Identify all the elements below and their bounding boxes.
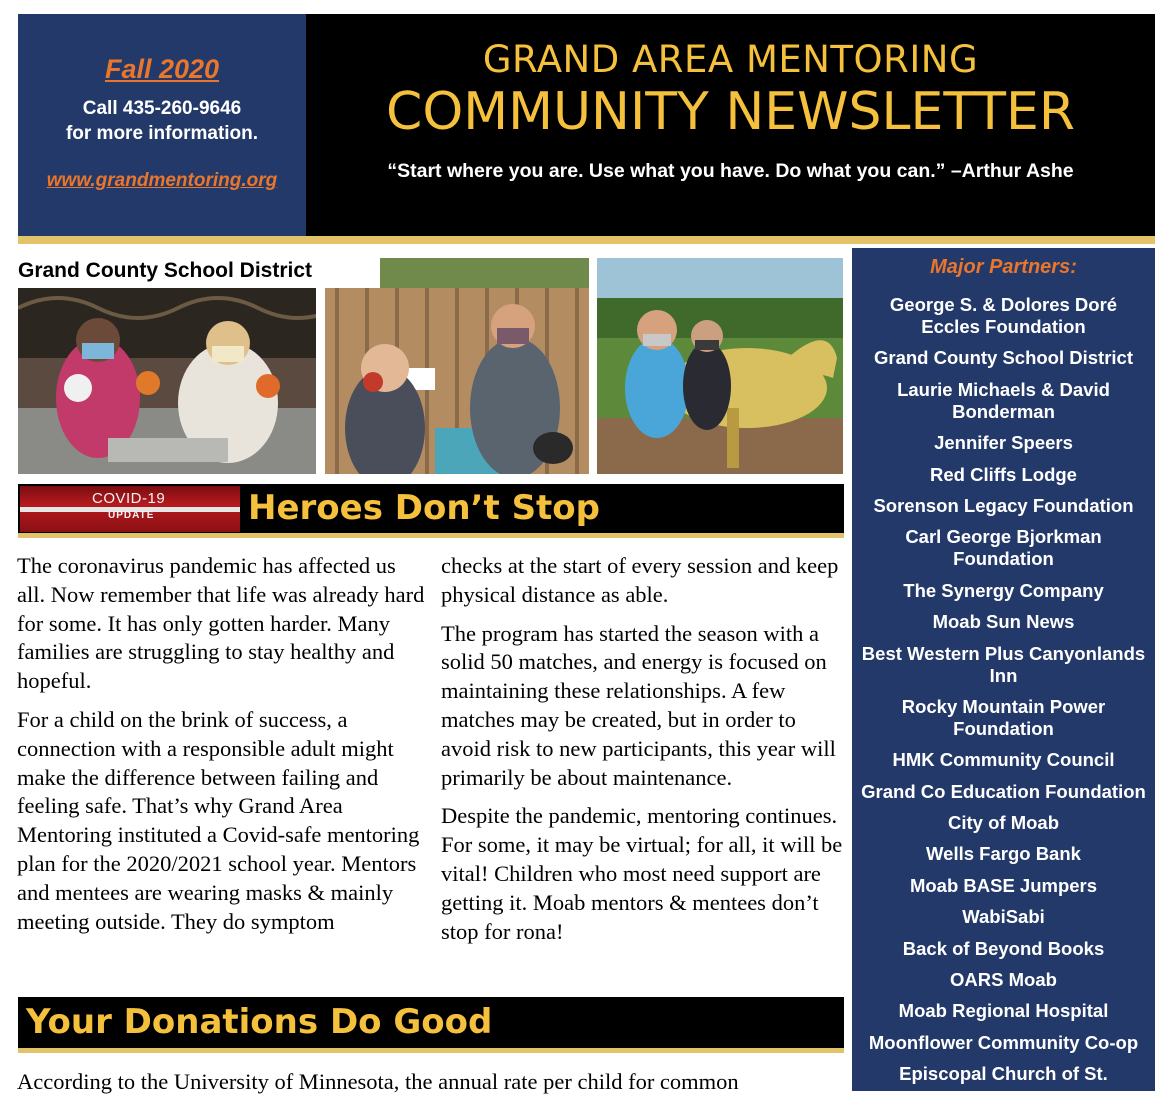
covid-update-badge xyxy=(20,486,240,532)
call-line-info: for more information. xyxy=(65,123,259,144)
covid-badge-title: COVID-19 xyxy=(92,490,166,507)
article-paragraph: For a child on the brink of success, a connection with a responsible adult might make the difference between failing and feeling safe. That’s why Grand Area Mentoring instituted a Covid-safe mentoring plan for the 2020/2021 school year. Mentors and mentees are wearing masks & mainly meeting outside. They do symptom xyxy=(17,706,420,934)
partner-item: Rocky Mountain Power Foundation xyxy=(901,695,1106,739)
call-info xyxy=(18,96,306,146)
section-title-donations: Your Donations Do Good xyxy=(26,1002,493,1042)
partner-item: George S. & Dolores Doré Eccles Foundation xyxy=(889,294,1118,337)
partner-item: Episcopal Church of St. xyxy=(899,1063,1108,1085)
partner-item: Grand County School District xyxy=(873,347,1134,369)
masthead-org-name: GRAND AREA MENTORING xyxy=(482,38,979,81)
header-divider xyxy=(18,236,1155,244)
partner-item: The Synergy Company xyxy=(903,579,1104,601)
partner-item: Carl George Bjorkman Foundation xyxy=(905,526,1102,570)
photo-mentor-playground xyxy=(597,258,843,474)
partners-sidebar xyxy=(852,248,1155,1091)
photo-mentoring-indoors xyxy=(18,288,316,474)
partner-item: Moonflower Community Co-op xyxy=(868,1031,1139,1053)
partner-item: Red Cliffs Lodge xyxy=(930,463,1077,485)
partner-item: Moab Regional Hospital xyxy=(898,1000,1109,1022)
section-banner-heroes xyxy=(18,484,844,538)
photo-mentor-fence xyxy=(325,258,589,474)
partner-item: HMK Community Council xyxy=(892,749,1115,771)
masthead-title: COMMUNITY NEWSLETTER xyxy=(386,82,1075,142)
section-title-heroes: Heroes Don’t Stop xyxy=(248,488,601,528)
article-paragraph: The coronavirus pandemic has affected us all. Now remember that life was already hard for some. It has only gotten harder. Many families are struggling to stay healthy and hopeful. xyxy=(17,553,425,694)
masthead-quote: “Start where you are. Use what you have. Do what you can.” –Arthur Ashe xyxy=(387,160,1074,182)
donations-text: According to the University of Minnesota, the annual rate per child for common xyxy=(17,1069,739,1094)
partner-item: Grand Co Education Foundation xyxy=(861,780,1146,802)
partner-item: Back of Beyond Books xyxy=(902,937,1105,959)
partner-item: WabiSabi xyxy=(962,906,1045,928)
article-paragraph: The program has started the season with a solid 50 matches, and energy is focused on maintaining these relationships. A few matches may be created, but in order to avoid risk to new participants, this year will primarily be about maintenance. xyxy=(441,620,836,790)
covid-badge-subtitle: UPDATE xyxy=(108,510,155,521)
partner-item: Best Western Plus Canyonlands Inn xyxy=(861,642,1146,686)
website-link[interactable]: www.grandmentoring.org xyxy=(46,170,278,191)
season-label: Fall 2020 xyxy=(104,54,220,84)
partner-item: City of Moab xyxy=(948,812,1059,834)
article-paragraph: Despite the pandemic, mentoring continues. For some, it may be virtual; for all, it will be vital! Children who most need support are getting it. Moab mentors & mentees don’t stop for rona! xyxy=(441,803,843,944)
section-banner-donations xyxy=(18,997,844,1053)
partner-item: Moab BASE Jumpers xyxy=(909,874,1098,896)
article-column-right xyxy=(441,552,844,956)
partner-item: Jennifer Speers xyxy=(934,432,1073,454)
article-paragraph: checks at the start of every session and keep physical distance as able. xyxy=(441,553,839,607)
header-contact-panel xyxy=(18,14,306,236)
partner-item: Moab Sun News xyxy=(932,611,1075,633)
partner-item: OARS Moab xyxy=(950,969,1057,991)
masthead xyxy=(306,14,1155,236)
partner-item: Wells Fargo Bank xyxy=(926,843,1081,865)
partners-heading: Major Partners: xyxy=(930,256,1077,278)
partner-item: Sorenson Legacy Foundation xyxy=(873,494,1134,516)
call-line-phone: Call 435-260-9646 xyxy=(82,98,242,119)
photo-caption: Grand County School District xyxy=(15,254,380,288)
partners-list xyxy=(852,294,1155,1095)
partner-item: Laurie Michaels & David Bonderman xyxy=(897,378,1110,422)
article-column-left xyxy=(17,552,427,946)
